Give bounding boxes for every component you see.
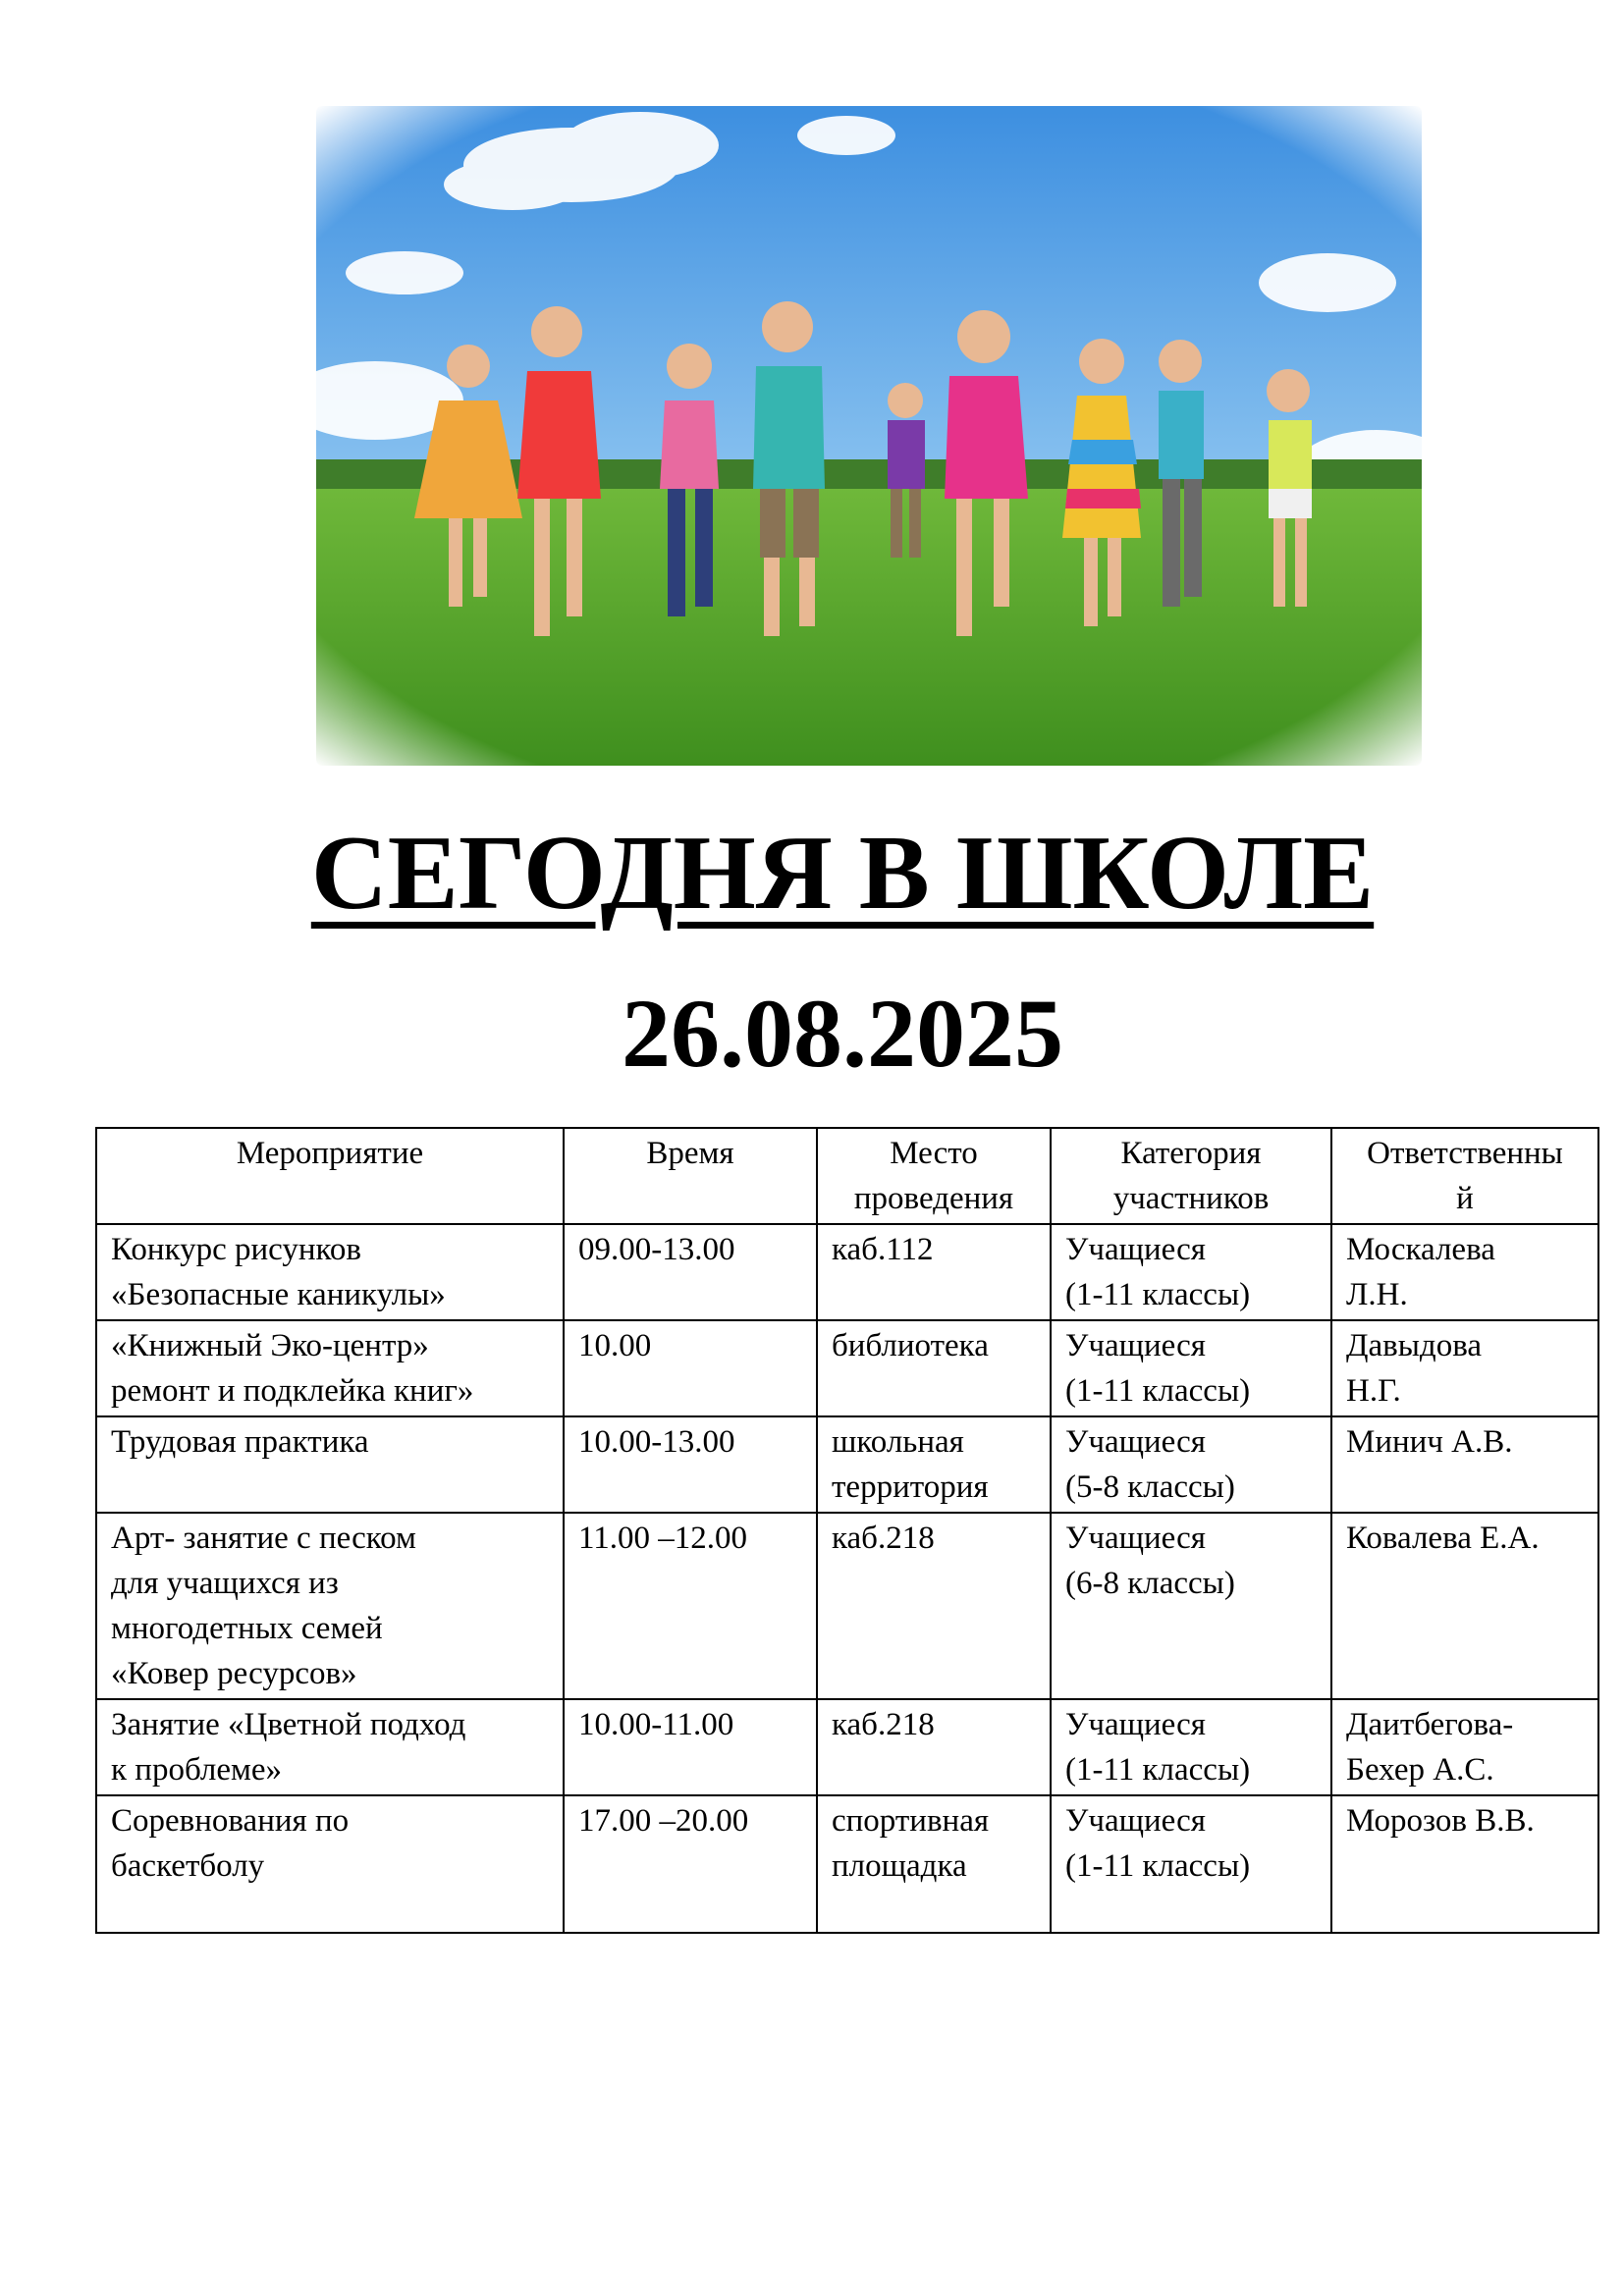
cell-time: 10.00-11.00	[564, 1699, 817, 1795]
cell-time: 11.00 –12.00	[564, 1513, 817, 1699]
column-header-place: Место проведения	[817, 1128, 1051, 1224]
cell-time: 17.00 –20.00	[564, 1795, 817, 1933]
schedule-table	[95, 1127, 1599, 1934]
table-row	[96, 1320, 1598, 1416]
cell-responsible: Морозов В.В.	[1331, 1795, 1598, 1933]
cell-category: Учащиеся (6-8 классы)	[1051, 1513, 1331, 1699]
cell-responsible: Москалева Л.Н.	[1331, 1224, 1598, 1320]
cell-category: Учащиеся (1-11 классы)	[1051, 1795, 1331, 1933]
cell-place: библиотека	[817, 1320, 1051, 1416]
cell-responsible: Даитбегова- Бехер А.С.	[1331, 1699, 1598, 1795]
page-title	[0, 805, 1624, 942]
cell-place: школьная территория	[817, 1416, 1051, 1513]
photo-illustration	[316, 106, 1422, 766]
cell-category: Учащиеся (1-11 классы)	[1051, 1320, 1331, 1416]
column-header-time: Время	[564, 1128, 817, 1224]
cell-time: 10.00	[564, 1320, 817, 1416]
cell-event: Конкурс рисунков «Безопасные каникулы»	[96, 1224, 564, 1320]
table-row	[96, 1224, 1598, 1320]
table-row	[96, 1513, 1598, 1699]
cell-place: каб.218	[817, 1513, 1051, 1699]
column-header-event: Мероприятие	[96, 1128, 564, 1224]
event-date: 26.08.2025	[622, 979, 1063, 1088]
cell-responsible: Давыдова Н.Г.	[1331, 1320, 1598, 1416]
cell-time: 09.00-13.00	[564, 1224, 817, 1320]
cell-event: Арт- занятие с песком для учащихся из многодетных семей «Ковер ресурсов»	[96, 1513, 564, 1699]
column-header-responsible: Ответственны й	[1331, 1128, 1598, 1224]
children-running-photo	[316, 106, 1422, 766]
page-title-text: СЕГОДНЯ В ШКОЛЕ	[310, 815, 1375, 932]
cell-responsible: Ковалева Е.А.	[1331, 1513, 1598, 1699]
column-header-category: Категория участников	[1051, 1128, 1331, 1224]
table-row	[96, 1416, 1598, 1513]
table-row	[96, 1699, 1598, 1795]
cell-event: Занятие «Цветной подход к проблеме»	[96, 1699, 564, 1795]
cell-place: каб.218	[817, 1699, 1051, 1795]
cell-responsible: Минич А.В.	[1331, 1416, 1598, 1513]
cell-category: Учащиеся (1-11 классы)	[1051, 1699, 1331, 1795]
table-header-row	[96, 1128, 1598, 1224]
cell-category: Учащиеся (1-11 классы)	[1051, 1224, 1331, 1320]
cell-time: 10.00-13.00	[564, 1416, 817, 1513]
cell-event: Соревнования по баскетболу	[96, 1795, 564, 1933]
cell-place: спортивная площадка	[817, 1795, 1051, 1933]
cell-event: «Книжный Эко-центр» ремонт и подклейка книг»	[96, 1320, 564, 1416]
table-row	[96, 1795, 1598, 1933]
cell-category: Учащиеся (5-8 классы)	[1051, 1416, 1331, 1513]
cell-place: каб.112	[817, 1224, 1051, 1320]
cell-event: Трудовая практика	[96, 1416, 564, 1513]
